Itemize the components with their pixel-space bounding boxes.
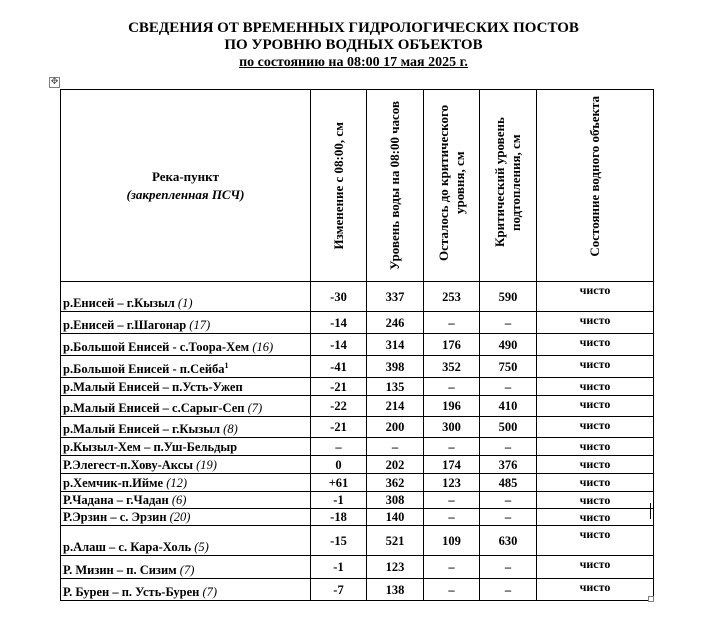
cell-remaining: 123	[424, 474, 480, 492]
table-row	[61, 509, 654, 526]
river-point-name: Р.Чадана – г.Чадан	[63, 493, 169, 507]
cell-state: чисто	[537, 579, 654, 601]
cell-level: 138	[367, 579, 424, 601]
psch-number: (5)	[194, 540, 209, 554]
cell-critical: –	[480, 438, 537, 456]
psch-number: (16)	[252, 340, 274, 354]
cell-remaining: –	[424, 312, 480, 334]
cell-change: -1	[311, 556, 367, 579]
cell-level: 362	[367, 474, 424, 492]
header-level	[367, 90, 424, 282]
header-change-label: Изменение с 08:00, см	[330, 121, 346, 250]
cell-river-point	[61, 579, 311, 601]
header-critical-label: Критический уровень подтопления, см	[492, 117, 523, 248]
cell-state: чисто	[537, 509, 654, 526]
table-row	[61, 312, 654, 334]
cell-state: чисто	[537, 417, 654, 438]
cell-critical: 376	[480, 456, 537, 474]
cell-remaining: 196	[424, 396, 480, 417]
cell-change: 0	[311, 456, 367, 474]
cell-state: чисто	[537, 356, 654, 378]
cell-level: 123	[367, 556, 424, 579]
cell-river-point	[61, 312, 311, 334]
cell-river-point	[61, 334, 311, 356]
cell-level: 200	[367, 417, 424, 438]
cell-river-point	[61, 474, 311, 492]
psch-number: (7)	[202, 585, 218, 599]
cell-critical: –	[480, 492, 537, 509]
cell-critical: 500	[480, 417, 537, 438]
cell-state: чисто	[537, 456, 654, 474]
table-row	[61, 579, 654, 601]
cell-critical: 490	[480, 334, 537, 356]
table-header-row	[61, 90, 654, 282]
report-date-line: по состоянию на 08:00 17 мая 2025 г.	[239, 55, 468, 70]
header-state	[537, 90, 654, 282]
cell-change: -30	[311, 282, 367, 312]
table-row	[61, 456, 654, 474]
text-cursor	[650, 503, 651, 519]
table-resize-handle[interactable]	[648, 596, 654, 602]
header-critical	[480, 90, 537, 282]
cell-change: -21	[311, 417, 367, 438]
cell-remaining: –	[424, 509, 480, 526]
river-point-name: р.Малый Енисей – п.Усть-Ужеп	[63, 380, 243, 394]
psch-number: (20)	[169, 510, 191, 524]
cell-level: –	[367, 438, 424, 456]
table-row	[61, 282, 654, 312]
cell-critical: –	[480, 509, 537, 526]
river-point-name: Р. Бурен – п. Усть-Бурен	[63, 585, 200, 599]
cell-critical: –	[480, 579, 537, 601]
cell-river-point	[61, 492, 311, 509]
cell-remaining: 174	[424, 456, 480, 474]
cell-river-point	[61, 356, 311, 378]
table-row	[61, 556, 654, 579]
cell-level: 337	[367, 282, 424, 312]
cell-state: чисто	[537, 474, 654, 492]
header-remaining	[424, 90, 480, 282]
cell-remaining: –	[424, 556, 480, 579]
cell-remaining: 109	[424, 526, 480, 556]
psch-number: (19)	[196, 458, 217, 472]
cell-critical: 630	[480, 526, 537, 556]
cell-level: 214	[367, 396, 424, 417]
cell-critical: –	[480, 556, 537, 579]
water-level-table	[60, 89, 654, 601]
table-row	[61, 356, 654, 378]
cell-change: +61	[311, 474, 367, 492]
cell-state: чисто	[537, 378, 654, 396]
cell-change: –	[311, 438, 367, 456]
report-title-line-2: ПО УРОВНЮ ВОДНЫХ ОБЪЕКТОВ	[224, 37, 483, 53]
cell-state: чисто	[537, 334, 654, 356]
table-row	[61, 492, 654, 509]
cell-river-point	[61, 417, 311, 438]
table-row	[61, 396, 654, 417]
river-point-name: р.Большой Енисей - п.Сейба	[63, 362, 225, 376]
table-row	[61, 526, 654, 556]
footnote-marker: 1	[224, 360, 229, 370]
cell-river-point	[61, 438, 311, 456]
psch-number: (7)	[247, 401, 263, 415]
cell-remaining: 352	[424, 356, 480, 378]
river-point-name: р.Енисей – г.Кызыл	[63, 296, 175, 310]
cell-state: чисто	[537, 312, 654, 334]
cell-river-point	[61, 526, 311, 556]
cell-level: 140	[367, 509, 424, 526]
cell-remaining: 300	[424, 417, 480, 438]
psch-number: (1)	[177, 296, 193, 310]
table-row	[61, 417, 654, 438]
table-row	[61, 334, 654, 356]
cell-level: 246	[367, 312, 424, 334]
cell-level: 314	[367, 334, 424, 356]
cell-level: 308	[367, 492, 424, 509]
cell-river-point	[61, 556, 311, 579]
header-change	[311, 90, 367, 282]
river-point-name: р.Кызыл-Хем – п.Уш-Бельдыр	[63, 440, 238, 454]
river-point-name: р.Хемчик-п.Ийме	[63, 476, 164, 490]
cell-change: -14	[311, 312, 367, 334]
cell-river-point	[61, 378, 311, 396]
header-remaining-label: Осталось до критического уровня, см	[435, 104, 467, 261]
cell-state: чисто	[537, 556, 654, 579]
cell-critical: –	[480, 378, 537, 396]
cell-critical: –	[480, 312, 537, 334]
river-point-name: р.Алаш – с. Кара-Холь	[63, 540, 192, 554]
cell-river-point	[61, 509, 311, 526]
header-state-label: Состояние водного объекта	[587, 96, 602, 257]
cell-river-point	[61, 282, 311, 312]
cell-change: -22	[311, 396, 367, 417]
psch-number: (12)	[166, 476, 188, 490]
river-point-name: Р.Эрзин – с. Эрзин	[63, 510, 167, 524]
cell-level: 521	[367, 526, 424, 556]
cell-remaining: –	[424, 492, 480, 509]
cell-state: чисто	[537, 438, 654, 456]
cell-critical: 590	[480, 282, 537, 312]
cell-remaining: –	[424, 378, 480, 396]
header-river-point-label: Река-пункт	[151, 168, 220, 184]
psch-number: (6)	[171, 493, 187, 507]
river-point-name: р.Большой Енисей - с.Тоора-Хем	[63, 340, 250, 354]
cell-state: чисто	[537, 526, 654, 556]
cell-state: чисто	[537, 492, 654, 509]
cell-river-point	[61, 396, 311, 417]
cell-state: чисто	[537, 396, 654, 417]
river-point-name: р.Малый Енисей – г.Кызыл	[63, 422, 221, 436]
table-row	[61, 438, 654, 456]
report-title-line-1: СВЕДЕНИЯ ОТ ВРЕМЕННЫХ ГИДРОЛОГИЧЕСКИХ ПОСТОВ	[128, 20, 579, 36]
table-row	[61, 378, 654, 396]
cell-change: -41	[311, 356, 367, 378]
cell-remaining: 253	[424, 282, 480, 312]
cell-remaining: –	[424, 579, 480, 601]
river-point-name: Р. Мизин – п. Сизим	[63, 563, 177, 577]
table-move-handle-icon[interactable]: ✥	[50, 77, 59, 87]
cell-critical: 750	[480, 356, 537, 378]
river-point-name: р.Малый Енисей – с.Сарыг-Сеп	[63, 401, 245, 415]
psch-number: (17)	[189, 318, 211, 332]
cell-level: 135	[367, 378, 424, 396]
cell-change: -14	[311, 334, 367, 356]
cell-river-point	[61, 456, 311, 474]
river-point-name: Р.Элегест-п.Хову-Аксы	[63, 458, 194, 472]
header-river-point	[61, 90, 311, 282]
cell-change: -18	[311, 509, 367, 526]
cell-change: -15	[311, 526, 367, 556]
cell-state: чисто	[537, 282, 654, 312]
cell-critical: 410	[480, 396, 537, 417]
header-level-label: Уровень воды на 08:00 часов	[387, 101, 402, 270]
cell-change: -1	[311, 492, 367, 509]
psch-number: (8)	[223, 422, 238, 436]
cell-level: 398	[367, 356, 424, 378]
river-point-name: р.Енисей – г.Шагонар	[63, 318, 187, 332]
table-row	[61, 474, 654, 492]
cell-remaining: 176	[424, 334, 480, 356]
cell-critical: 485	[480, 474, 537, 492]
cell-level: 202	[367, 456, 424, 474]
cell-change: -21	[311, 378, 367, 396]
cell-remaining: –	[424, 438, 480, 456]
psch-number: (7)	[179, 563, 195, 577]
cell-change: -7	[311, 579, 367, 601]
header-river-point-sub: (закрепленная ПСЧ)	[126, 186, 245, 202]
